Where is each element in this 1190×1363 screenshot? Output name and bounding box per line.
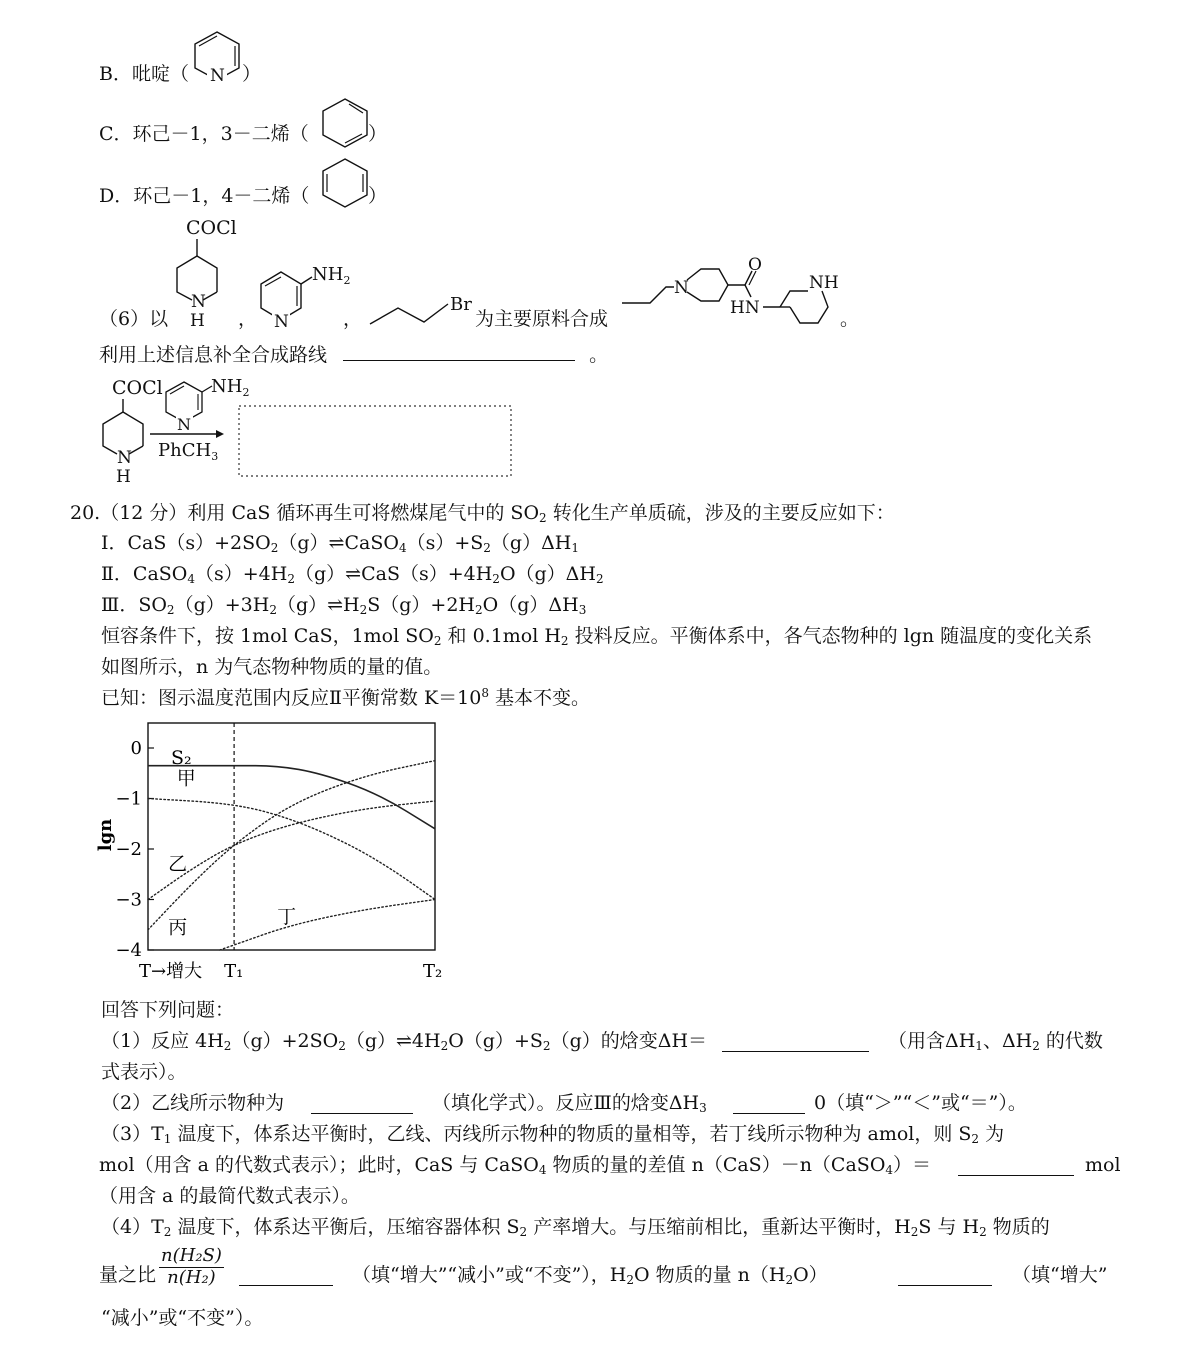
reaction-2: Ⅱ．$CaSO_4(s)+4H_2(g)\rightleftharpoons CaS(s)+4H_2O(g)\Delta H_2$ xyxy=(101,563,604,586)
part-3-unit: mol xyxy=(1085,1154,1121,1176)
reaction-3: Ⅲ．$SO_2(g)+3H_2(g)\rightleftharpoons H_2S(g)+2H_2O(g)\Delta H_3$ xyxy=(101,594,587,617)
series-line-2 xyxy=(148,799,435,900)
part-1-line-1: （1）反应 $4H_2(g)+2SO_2(g)\rightleftharpoons 4H_2O(g)+S_2(g)$的焓变ΔH＝ xyxy=(101,1030,708,1053)
part-4-line-2-mid: （填“增大”“减小”或“不变”），$H_2O$ 物质的量 $n(H_2O)$ xyxy=(352,1264,828,1287)
part-1-line-2: 式表示）。 xyxy=(101,1061,187,1083)
part-1-blank[interactable] xyxy=(722,1033,869,1052)
part-4-line-2-start: 量之比 xyxy=(99,1264,157,1286)
target-n-label: N xyxy=(674,278,689,298)
y-tick-label: −2 xyxy=(115,839,142,860)
piperidine-n-label: N xyxy=(191,292,206,312)
option-d xyxy=(99,186,309,208)
1-bromopropane-structure xyxy=(368,290,478,330)
y-tick-label: 0 xyxy=(130,738,142,759)
q6-line2 xyxy=(99,342,608,367)
x-mark-t2: T₂ xyxy=(423,961,443,982)
series-line-5 xyxy=(220,900,435,951)
scheme-solvent-label: PhCH$_3$ xyxy=(158,440,219,463)
option-d-close: ） xyxy=(368,185,388,207)
cyclohexa-1-3-diene-structure xyxy=(318,95,374,153)
scheme-answer-box[interactable] xyxy=(239,406,511,476)
part-3-line-3: （用含 a 的最简代数式表示）。 xyxy=(99,1185,360,1207)
q6-comma-2: ， xyxy=(343,308,363,330)
q6-prefix: （6）以 xyxy=(99,308,169,330)
part-2-blank-1[interactable] xyxy=(311,1095,413,1114)
option-b xyxy=(99,64,189,86)
part-3-line-1: $(3)T_1$ 温度下，体系达平衡时，乙线、丙线所示物种的物质的量相等，若丁线所示物种为 amol，则 $S_2$ 为 xyxy=(101,1123,1005,1146)
part-2-blank-2[interactable] xyxy=(733,1095,805,1114)
part-2-c: 0（填“＞”“＜”或“＝”）。 xyxy=(814,1092,1027,1114)
target-o-label: O xyxy=(748,255,762,275)
y-tick-label: −3 xyxy=(115,889,142,911)
series-label-4: 丙 xyxy=(168,916,188,939)
cyclohexa-1-4-diene-structure xyxy=(318,155,374,213)
aminopyridine-ring-n-label: N xyxy=(274,312,289,332)
part-4-line-1: $(4)T_2$ 温度下，体系达平衡后，压缩容器体积 $S_2$ 产率增大。与压缩前相比，重新达平衡时，$H_2S$ 与 $H_2$ 物质的 xyxy=(101,1216,1050,1239)
piperidine-h-label: H xyxy=(190,311,205,331)
series-label-5: 丁 xyxy=(277,906,297,929)
scheme-nh-label: $NH_2$ xyxy=(211,376,250,399)
part-4-blank-1[interactable] xyxy=(239,1267,333,1286)
option-d-text: D．环己－1，4－二烯（ xyxy=(99,185,310,207)
option-b-text: B．吡啶（ xyxy=(99,63,189,85)
q20-stem: 20.（12 分）利用 CaS 循环再生可将燃煤尾气中的 $SO_2$ 转化生产单质硫，涉及的主要反应如下： xyxy=(70,502,895,525)
part-3-blank[interactable] xyxy=(958,1157,1074,1176)
known-info: 已知：图示温度范围内反应Ⅱ平衡常数 $K=10^8$ 基本不变。 xyxy=(101,686,591,709)
option-b-close: ） xyxy=(242,63,262,85)
answer-intro: 回答下列问题： xyxy=(101,999,235,1021)
series-line-3 xyxy=(148,801,435,899)
option-c xyxy=(99,124,309,146)
scheme-pyridine-n-label: N xyxy=(177,415,191,434)
q6-suffix: 为主要原料合成 xyxy=(475,308,609,330)
q6-period: 。 xyxy=(840,308,860,330)
part-1-note: （用含$\Delta H_1$、$\Delta H_2$ 的代数 xyxy=(888,1030,1103,1053)
part-3-line-2: mol（用含 a 的代数式表示）；此时，CaS 与 CaSO$_4$ 物质的量的差值 n（CaS）－n（CaSO$_4$）＝ xyxy=(99,1154,932,1177)
q6-comma-1: ， xyxy=(238,308,258,330)
part-4-line-3: “减小”或“不变”）。 xyxy=(101,1307,264,1329)
cocl-label: COCl xyxy=(186,217,237,239)
scheme-h-label: H xyxy=(116,467,131,487)
bromine-label: Br xyxy=(450,294,472,315)
q6-answer-blank[interactable] xyxy=(343,342,575,361)
conditions-line-2: 如图所示，n 为气态物种物质的量的值。 xyxy=(101,656,443,678)
option-c-close: ） xyxy=(368,123,388,145)
aminopyridine-nh-label: $NH_2$ xyxy=(312,264,351,287)
target-hn-label: HN xyxy=(730,298,760,318)
y-axis-label: lgn xyxy=(95,818,116,852)
ratio-fraction xyxy=(157,1246,226,1288)
q6-line2-text: 利用上述信息补全合成路线 xyxy=(99,344,328,366)
part-4-line-2-end: （填“增大” xyxy=(1012,1264,1108,1286)
q6-line2-period: 。 xyxy=(589,344,609,366)
series-label-1: S₂ xyxy=(170,747,192,770)
piperidine-carbonyl-chloride-structure xyxy=(160,214,240,332)
series-label-3: 乙 xyxy=(168,853,188,876)
part-2-b: （填化学式）。反应Ⅲ的焓变$\Delta H_3$ xyxy=(432,1092,707,1115)
fraction-numerator: n(H₂S) xyxy=(161,1245,222,1266)
pyridine-n-label: N xyxy=(210,66,225,86)
scheme-n-label: N xyxy=(117,448,132,468)
synthesis-scheme xyxy=(96,374,516,488)
x-mark-t1: T₁ xyxy=(224,961,244,982)
lgn-temperature-chart xyxy=(95,715,455,990)
fraction-denominator: n(H₂) xyxy=(167,1266,216,1288)
scheme-cocl-label: COCl xyxy=(112,377,163,399)
conditions-line-1: 恒容条件下，按 1mol CaS，1mol $SO_2$ 和 0.1mol $H_2$ 投料反应。平衡体系中，各气态物种的 lgn 随温度的变化关系 xyxy=(101,625,1093,648)
series-label-2: 甲 xyxy=(176,767,196,790)
y-tick-label: −1 xyxy=(115,788,142,810)
reaction-1: Ⅰ．$CaS(s)+2SO_2(g)\rightleftharpoons CaSO_4(s)+S_2(g)\Delta H_1$ xyxy=(101,532,580,555)
target-nh-label: NH xyxy=(809,273,839,293)
target-amide-structure xyxy=(620,255,850,333)
part-2-a: （2）乙线所示物种为 xyxy=(101,1092,285,1114)
pyridine-structure xyxy=(190,28,246,86)
y-tick-label: −4 xyxy=(115,940,142,961)
part-4-blank-2[interactable] xyxy=(898,1267,992,1286)
option-c-text: C．环己－1，3－二烯（ xyxy=(99,123,309,145)
x-axis-arrow-label: T→增大 xyxy=(139,961,203,982)
